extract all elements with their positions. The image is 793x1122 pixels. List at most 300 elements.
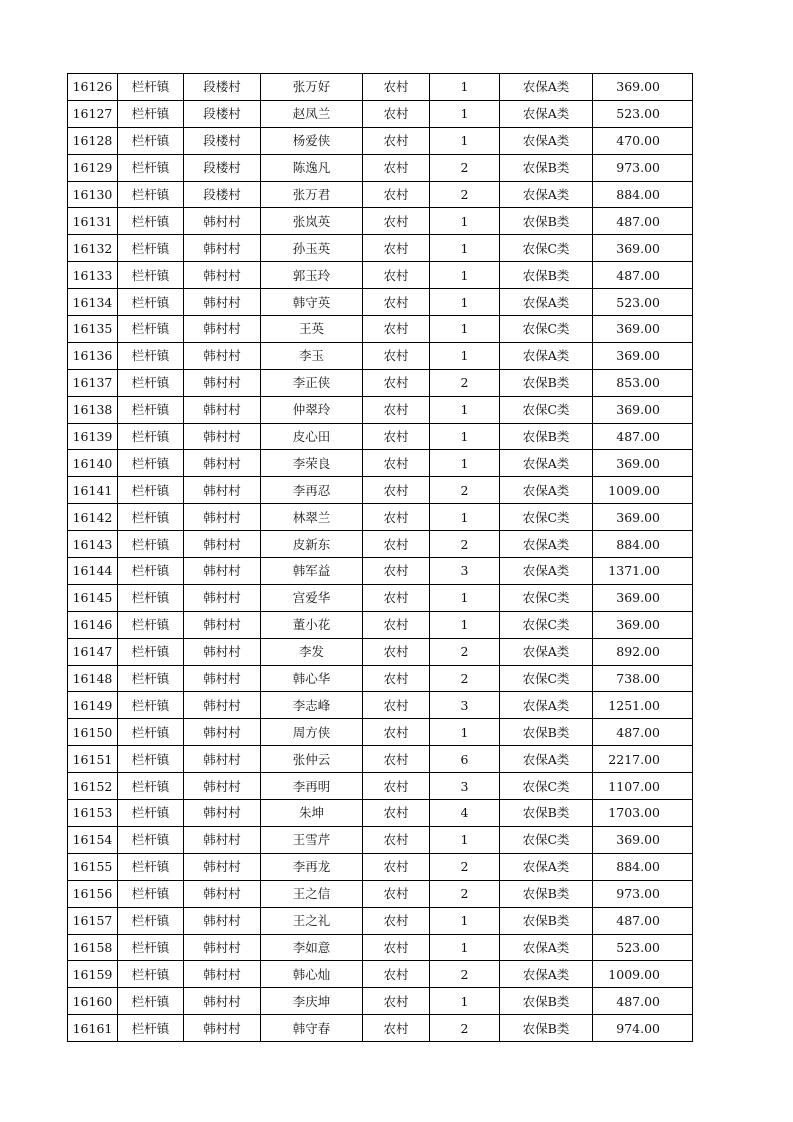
- amount-cell: 369.00: [593, 450, 693, 477]
- category-cell: 农保A类: [500, 558, 593, 585]
- name-cell: 董小花: [261, 611, 363, 638]
- serial-number-cell: 16140: [68, 450, 118, 477]
- village-cell: 韩村村: [184, 746, 261, 773]
- member-count-cell: 1: [430, 342, 500, 369]
- category-cell: 农保B类: [500, 208, 593, 235]
- category-cell: 农保A类: [500, 450, 593, 477]
- category-cell: 农保A类: [500, 74, 593, 101]
- amount-cell: 369.00: [593, 316, 693, 343]
- household-type-cell: 农村: [363, 369, 430, 396]
- town-cell: 栏杆镇: [118, 531, 184, 558]
- serial-number-cell: 16130: [68, 181, 118, 208]
- serial-number-cell: 16126: [68, 74, 118, 101]
- name-cell: 孙玉英: [261, 235, 363, 262]
- serial-number-cell: 16148: [68, 665, 118, 692]
- member-count-cell: 2: [430, 1015, 500, 1042]
- household-type-cell: 农村: [363, 208, 430, 235]
- town-cell: 栏杆镇: [118, 127, 184, 154]
- table-row: [68, 396, 693, 423]
- table-row: [68, 880, 693, 907]
- amount-cell: 892.00: [593, 638, 693, 665]
- category-cell: 农保C类: [500, 584, 593, 611]
- member-count-cell: 1: [430, 127, 500, 154]
- category-cell: 农保A类: [500, 289, 593, 316]
- category-cell: 农保A类: [500, 934, 593, 961]
- category-cell: 农保B类: [500, 988, 593, 1015]
- town-cell: 栏杆镇: [118, 208, 184, 235]
- household-type-cell: 农村: [363, 74, 430, 101]
- name-cell: 王之礼: [261, 907, 363, 934]
- household-type-cell: 农村: [363, 880, 430, 907]
- serial-number-cell: 16127: [68, 100, 118, 127]
- amount-cell: 369.00: [593, 584, 693, 611]
- member-count-cell: 3: [430, 692, 500, 719]
- village-cell: 韩村村: [184, 1015, 261, 1042]
- household-type-cell: 农村: [363, 316, 430, 343]
- village-cell: 韩村村: [184, 584, 261, 611]
- town-cell: 栏杆镇: [118, 235, 184, 262]
- member-count-cell: 1: [430, 74, 500, 101]
- serial-number-cell: 16146: [68, 611, 118, 638]
- table-row: [68, 800, 693, 827]
- town-cell: 栏杆镇: [118, 100, 184, 127]
- name-cell: 李再龙: [261, 853, 363, 880]
- town-cell: 栏杆镇: [118, 826, 184, 853]
- category-cell: 农保A类: [500, 181, 593, 208]
- household-type-cell: 农村: [363, 289, 430, 316]
- amount-cell: 369.00: [593, 74, 693, 101]
- category-cell: 农保A类: [500, 638, 593, 665]
- household-type-cell: 农村: [363, 504, 430, 531]
- serial-number-cell: 16137: [68, 369, 118, 396]
- amount-cell: 369.00: [593, 396, 693, 423]
- table-row: [68, 907, 693, 934]
- serial-number-cell: 16161: [68, 1015, 118, 1042]
- name-cell: 李再忍: [261, 477, 363, 504]
- amount-cell: 487.00: [593, 988, 693, 1015]
- amount-cell: 1009.00: [593, 477, 693, 504]
- town-cell: 栏杆镇: [118, 584, 184, 611]
- town-cell: 栏杆镇: [118, 369, 184, 396]
- name-cell: 张万君: [261, 181, 363, 208]
- category-cell: 农保C类: [500, 396, 593, 423]
- town-cell: 栏杆镇: [118, 558, 184, 585]
- village-cell: 韩村村: [184, 504, 261, 531]
- town-cell: 栏杆镇: [118, 396, 184, 423]
- category-cell: 农保B类: [500, 880, 593, 907]
- name-cell: 朱坤: [261, 800, 363, 827]
- household-type-cell: 农村: [363, 396, 430, 423]
- household-type-cell: 农村: [363, 342, 430, 369]
- household-type-cell: 农村: [363, 907, 430, 934]
- member-count-cell: 1: [430, 504, 500, 531]
- town-cell: 栏杆镇: [118, 423, 184, 450]
- serial-number-cell: 16147: [68, 638, 118, 665]
- village-cell: 韩村村: [184, 369, 261, 396]
- amount-cell: 738.00: [593, 665, 693, 692]
- amount-cell: 369.00: [593, 504, 693, 531]
- member-count-cell: 2: [430, 531, 500, 558]
- name-cell: 皮心田: [261, 423, 363, 450]
- name-cell: 李荣良: [261, 450, 363, 477]
- household-type-cell: 农村: [363, 719, 430, 746]
- table-row: [68, 342, 693, 369]
- amount-cell: 487.00: [593, 262, 693, 289]
- household-type-cell: 农村: [363, 665, 430, 692]
- member-count-cell: 1: [430, 826, 500, 853]
- amount-cell: 974.00: [593, 1015, 693, 1042]
- town-cell: 栏杆镇: [118, 504, 184, 531]
- member-count-cell: 2: [430, 154, 500, 181]
- name-cell: 李发: [261, 638, 363, 665]
- village-cell: 韩村村: [184, 988, 261, 1015]
- table-row: [68, 74, 693, 101]
- village-cell: 韩村村: [184, 853, 261, 880]
- village-cell: 段楼村: [184, 154, 261, 181]
- village-cell: 韩村村: [184, 719, 261, 746]
- category-cell: 农保C类: [500, 611, 593, 638]
- table-row: [68, 558, 693, 585]
- village-cell: 韩村村: [184, 289, 261, 316]
- name-cell: 李正侠: [261, 369, 363, 396]
- category-cell: 农保A类: [500, 746, 593, 773]
- table-row: [68, 504, 693, 531]
- town-cell: 栏杆镇: [118, 477, 184, 504]
- member-count-cell: 1: [430, 934, 500, 961]
- amount-cell: 1371.00: [593, 558, 693, 585]
- serial-number-cell: 16138: [68, 396, 118, 423]
- table-row: [68, 208, 693, 235]
- name-cell: 赵凤兰: [261, 100, 363, 127]
- category-cell: 农保A类: [500, 961, 593, 988]
- serial-number-cell: 16152: [68, 773, 118, 800]
- roster-table: [67, 73, 693, 1042]
- member-count-cell: 1: [430, 423, 500, 450]
- town-cell: 栏杆镇: [118, 316, 184, 343]
- name-cell: 杨爱侠: [261, 127, 363, 154]
- member-count-cell: 1: [430, 450, 500, 477]
- town-cell: 栏杆镇: [118, 719, 184, 746]
- member-count-cell: 1: [430, 611, 500, 638]
- table-row: [68, 988, 693, 1015]
- amount-cell: 369.00: [593, 342, 693, 369]
- table-row: [68, 262, 693, 289]
- household-type-cell: 农村: [363, 746, 430, 773]
- village-cell: 韩村村: [184, 423, 261, 450]
- amount-cell: 884.00: [593, 853, 693, 880]
- category-cell: 农保C类: [500, 773, 593, 800]
- town-cell: 栏杆镇: [118, 289, 184, 316]
- member-count-cell: 2: [430, 638, 500, 665]
- serial-number-cell: 16153: [68, 800, 118, 827]
- name-cell: 陈逸凡: [261, 154, 363, 181]
- village-cell: 韩村村: [184, 665, 261, 692]
- household-type-cell: 农村: [363, 450, 430, 477]
- serial-number-cell: 16144: [68, 558, 118, 585]
- name-cell: 韩心华: [261, 665, 363, 692]
- serial-number-cell: 16141: [68, 477, 118, 504]
- town-cell: 栏杆镇: [118, 746, 184, 773]
- table-row: [68, 235, 693, 262]
- village-cell: 段楼村: [184, 100, 261, 127]
- member-count-cell: 2: [430, 665, 500, 692]
- amount-cell: 884.00: [593, 181, 693, 208]
- table-row: [68, 853, 693, 880]
- table-row: [68, 181, 693, 208]
- village-cell: 韩村村: [184, 316, 261, 343]
- category-cell: 农保C类: [500, 235, 593, 262]
- town-cell: 栏杆镇: [118, 342, 184, 369]
- member-count-cell: 2: [430, 853, 500, 880]
- table-row: [68, 477, 693, 504]
- name-cell: 张岚英: [261, 208, 363, 235]
- town-cell: 栏杆镇: [118, 638, 184, 665]
- category-cell: 农保C类: [500, 665, 593, 692]
- category-cell: 农保B类: [500, 719, 593, 746]
- name-cell: 郭玉玲: [261, 262, 363, 289]
- name-cell: 王英: [261, 316, 363, 343]
- name-cell: 韩军益: [261, 558, 363, 585]
- table-row: [68, 127, 693, 154]
- amount-cell: 470.00: [593, 127, 693, 154]
- table-row: [68, 638, 693, 665]
- household-type-cell: 农村: [363, 773, 430, 800]
- village-cell: 韩村村: [184, 773, 261, 800]
- table-row: [68, 719, 693, 746]
- name-cell: 周方侠: [261, 719, 363, 746]
- town-cell: 栏杆镇: [118, 154, 184, 181]
- table-row: [68, 369, 693, 396]
- table-row: [68, 665, 693, 692]
- village-cell: 韩村村: [184, 934, 261, 961]
- household-type-cell: 农村: [363, 262, 430, 289]
- category-cell: 农保C类: [500, 316, 593, 343]
- town-cell: 栏杆镇: [118, 74, 184, 101]
- town-cell: 栏杆镇: [118, 934, 184, 961]
- name-cell: 王之信: [261, 880, 363, 907]
- table-row: [68, 934, 693, 961]
- name-cell: 韩守春: [261, 1015, 363, 1042]
- household-type-cell: 农村: [363, 423, 430, 450]
- serial-number-cell: 16156: [68, 880, 118, 907]
- category-cell: 农保B类: [500, 154, 593, 181]
- table-row: [68, 826, 693, 853]
- table-row: [68, 692, 693, 719]
- household-type-cell: 农村: [363, 531, 430, 558]
- serial-number-cell: 16154: [68, 826, 118, 853]
- serial-number-cell: 16132: [68, 235, 118, 262]
- amount-cell: 1251.00: [593, 692, 693, 719]
- category-cell: 农保C类: [500, 826, 593, 853]
- village-cell: 段楼村: [184, 127, 261, 154]
- member-count-cell: 2: [430, 961, 500, 988]
- village-cell: 韩村村: [184, 611, 261, 638]
- member-count-cell: 2: [430, 181, 500, 208]
- category-cell: 农保A类: [500, 342, 593, 369]
- category-cell: 农保A类: [500, 692, 593, 719]
- household-type-cell: 农村: [363, 100, 430, 127]
- village-cell: 韩村村: [184, 450, 261, 477]
- amount-cell: 523.00: [593, 289, 693, 316]
- town-cell: 栏杆镇: [118, 1015, 184, 1042]
- serial-number-cell: 16134: [68, 289, 118, 316]
- household-type-cell: 农村: [363, 477, 430, 504]
- amount-cell: 884.00: [593, 531, 693, 558]
- village-cell: 韩村村: [184, 961, 261, 988]
- member-count-cell: 1: [430, 584, 500, 611]
- town-cell: 栏杆镇: [118, 692, 184, 719]
- serial-number-cell: 16129: [68, 154, 118, 181]
- serial-number-cell: 16145: [68, 584, 118, 611]
- member-count-cell: 1: [430, 719, 500, 746]
- category-cell: 农保A类: [500, 127, 593, 154]
- category-cell: 农保B类: [500, 907, 593, 934]
- household-type-cell: 农村: [363, 853, 430, 880]
- town-cell: 栏杆镇: [118, 880, 184, 907]
- household-type-cell: 农村: [363, 181, 430, 208]
- village-cell: 段楼村: [184, 74, 261, 101]
- serial-number-cell: 16158: [68, 934, 118, 961]
- village-cell: 韩村村: [184, 880, 261, 907]
- amount-cell: 523.00: [593, 934, 693, 961]
- table-row: [68, 584, 693, 611]
- serial-number-cell: 16143: [68, 531, 118, 558]
- table-row: [68, 289, 693, 316]
- serial-number-cell: 16139: [68, 423, 118, 450]
- household-type-cell: 农村: [363, 800, 430, 827]
- village-cell: 韩村村: [184, 208, 261, 235]
- amount-cell: 523.00: [593, 100, 693, 127]
- serial-number-cell: 16160: [68, 988, 118, 1015]
- village-cell: 韩村村: [184, 638, 261, 665]
- member-count-cell: 2: [430, 880, 500, 907]
- category-cell: 农保A类: [500, 853, 593, 880]
- village-cell: 韩村村: [184, 907, 261, 934]
- member-count-cell: 1: [430, 262, 500, 289]
- serial-number-cell: 16136: [68, 342, 118, 369]
- table-row: [68, 531, 693, 558]
- table-row: [68, 154, 693, 181]
- member-count-cell: 3: [430, 558, 500, 585]
- category-cell: 农保B类: [500, 423, 593, 450]
- town-cell: 栏杆镇: [118, 988, 184, 1015]
- household-type-cell: 农村: [363, 154, 430, 181]
- name-cell: 李志峰: [261, 692, 363, 719]
- household-type-cell: 农村: [363, 934, 430, 961]
- household-type-cell: 农村: [363, 826, 430, 853]
- amount-cell: 2217.00: [593, 746, 693, 773]
- town-cell: 栏杆镇: [118, 773, 184, 800]
- member-count-cell: 1: [430, 396, 500, 423]
- town-cell: 栏杆镇: [118, 450, 184, 477]
- category-cell: 农保A类: [500, 100, 593, 127]
- table-row: [68, 450, 693, 477]
- member-count-cell: 1: [430, 316, 500, 343]
- village-cell: 韩村村: [184, 531, 261, 558]
- name-cell: 李如意: [261, 934, 363, 961]
- table-row: [68, 961, 693, 988]
- amount-cell: 1703.00: [593, 800, 693, 827]
- name-cell: 李庆坤: [261, 988, 363, 1015]
- name-cell: 张万好: [261, 74, 363, 101]
- village-cell: 段楼村: [184, 181, 261, 208]
- town-cell: 栏杆镇: [118, 262, 184, 289]
- name-cell: 韩心灿: [261, 961, 363, 988]
- amount-cell: 487.00: [593, 423, 693, 450]
- village-cell: 韩村村: [184, 826, 261, 853]
- name-cell: 皮新东: [261, 531, 363, 558]
- serial-number-cell: 16150: [68, 719, 118, 746]
- amount-cell: 487.00: [593, 208, 693, 235]
- member-count-cell: 4: [430, 800, 500, 827]
- member-count-cell: 1: [430, 100, 500, 127]
- member-count-cell: 1: [430, 988, 500, 1015]
- category-cell: 农保B类: [500, 369, 593, 396]
- village-cell: 韩村村: [184, 692, 261, 719]
- roster-table-body: [68, 74, 693, 1042]
- serial-number-cell: 16149: [68, 692, 118, 719]
- serial-number-cell: 16131: [68, 208, 118, 235]
- household-type-cell: 农村: [363, 127, 430, 154]
- category-cell: 农保A类: [500, 531, 593, 558]
- village-cell: 韩村村: [184, 800, 261, 827]
- town-cell: 栏杆镇: [118, 907, 184, 934]
- town-cell: 栏杆镇: [118, 961, 184, 988]
- household-type-cell: 农村: [363, 638, 430, 665]
- village-cell: 韩村村: [184, 262, 261, 289]
- name-cell: 仲翠玲: [261, 396, 363, 423]
- household-type-cell: 农村: [363, 692, 430, 719]
- amount-cell: 369.00: [593, 611, 693, 638]
- amount-cell: 973.00: [593, 154, 693, 181]
- village-cell: 韩村村: [184, 558, 261, 585]
- amount-cell: 487.00: [593, 907, 693, 934]
- amount-cell: 487.00: [593, 719, 693, 746]
- table-row: [68, 746, 693, 773]
- amount-cell: 853.00: [593, 369, 693, 396]
- amount-cell: 369.00: [593, 235, 693, 262]
- serial-number-cell: 16157: [68, 907, 118, 934]
- table-row: [68, 100, 693, 127]
- household-type-cell: 农村: [363, 584, 430, 611]
- household-type-cell: 农村: [363, 1015, 430, 1042]
- household-type-cell: 农村: [363, 988, 430, 1015]
- name-cell: 宫爱华: [261, 584, 363, 611]
- village-cell: 韩村村: [184, 396, 261, 423]
- table-row: [68, 1015, 693, 1042]
- member-count-cell: 2: [430, 369, 500, 396]
- amount-cell: 973.00: [593, 880, 693, 907]
- town-cell: 栏杆镇: [118, 853, 184, 880]
- town-cell: 栏杆镇: [118, 181, 184, 208]
- member-count-cell: 3: [430, 773, 500, 800]
- category-cell: 农保C类: [500, 504, 593, 531]
- village-cell: 韩村村: [184, 477, 261, 504]
- member-count-cell: 1: [430, 235, 500, 262]
- serial-number-cell: 16159: [68, 961, 118, 988]
- town-cell: 栏杆镇: [118, 665, 184, 692]
- serial-number-cell: 16128: [68, 127, 118, 154]
- table-row: [68, 773, 693, 800]
- village-cell: 韩村村: [184, 342, 261, 369]
- table-row: [68, 316, 693, 343]
- table-row: [68, 423, 693, 450]
- name-cell: 李玉: [261, 342, 363, 369]
- category-cell: 农保B类: [500, 1015, 593, 1042]
- table-row: [68, 611, 693, 638]
- town-cell: 栏杆镇: [118, 800, 184, 827]
- member-count-cell: 6: [430, 746, 500, 773]
